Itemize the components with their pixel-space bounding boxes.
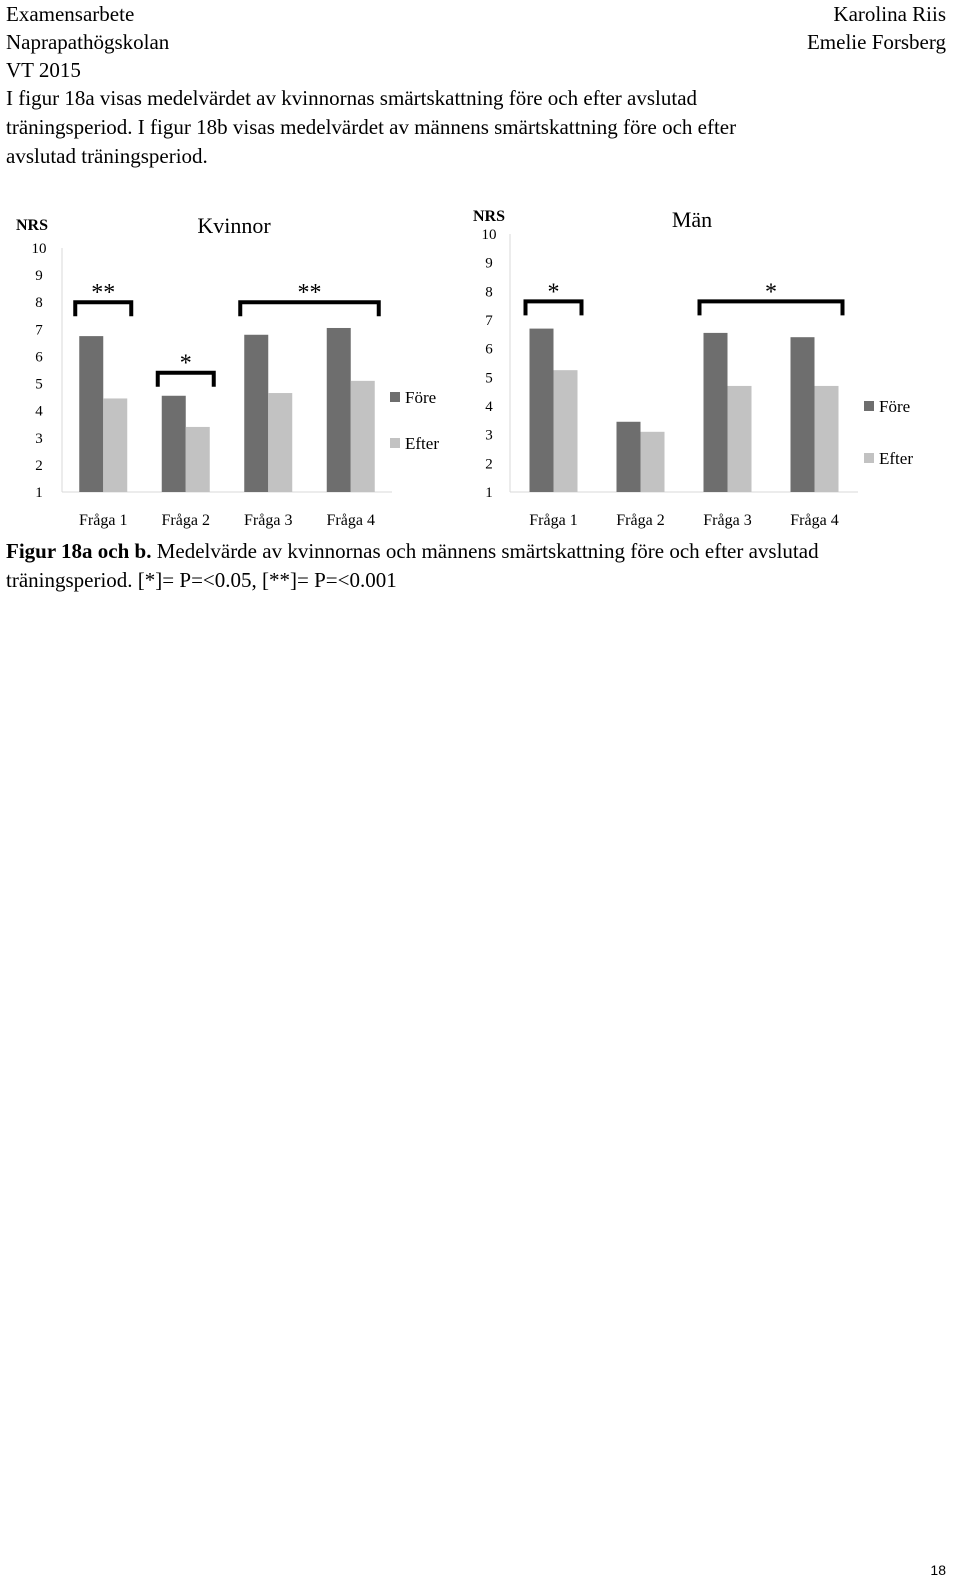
kvinnor-bar-fore <box>162 396 186 492</box>
kvinnor-legend-label: Före <box>405 388 437 407</box>
man-y-tick-label: 4 <box>485 399 493 415</box>
chart-man <box>462 200 952 535</box>
kvinnor-y-tick-label: 5 <box>35 376 43 393</box>
man-legend-swatch-fore <box>864 401 874 411</box>
kvinnor-y-tick-label: 8 <box>35 295 43 312</box>
kvinnor-y-tick-label: 3 <box>35 430 43 447</box>
kvinnor-significance-label: ** <box>297 280 322 307</box>
kvinnor-y-tick-label: 1 <box>35 485 43 501</box>
chart-man-svg <box>462 200 952 530</box>
man-y-tick-label: 10 <box>481 227 497 243</box>
header-school: Naprapathögskolan <box>6 30 170 54</box>
page-number: 18 <box>930 1562 946 1578</box>
man-y-tick-label: 1 <box>485 485 493 501</box>
man-bar-fore <box>530 329 554 492</box>
man-x-tick-label: Fråga 4 <box>790 512 839 529</box>
man-y-tick-label: 8 <box>485 284 493 301</box>
kvinnor-legend-swatch-fore <box>390 392 400 402</box>
kvinnor-y-tick-label: 10 <box>31 241 47 257</box>
kvinnor-legend-swatch-efter <box>390 438 400 448</box>
kvinnor-y-tick-label: 9 <box>35 268 43 285</box>
kvinnor-bar-efter <box>103 398 127 492</box>
chart-kvinnor-svg <box>0 200 460 530</box>
man-chart-title: Män <box>671 207 713 232</box>
kvinnor-bar-efter <box>268 393 292 492</box>
kvinnor-chart-title: Kvinnor <box>197 213 271 238</box>
man-legend-label: Före <box>879 397 911 416</box>
kvinnor-x-tick-label: Fråga 4 <box>326 512 375 529</box>
man-legend-swatch-efter <box>864 453 874 463</box>
chart-kvinnor <box>0 200 460 535</box>
man-significance-label: * <box>765 279 777 306</box>
man-y-tick-label: 6 <box>485 341 493 358</box>
man-legend-label: Efter <box>879 449 913 468</box>
man-bar-fore <box>617 422 641 492</box>
header-left <box>6 0 169 84</box>
man-y-tick-label: 2 <box>485 456 493 473</box>
kvinnor-legend-label: Efter <box>405 434 439 453</box>
header-doc-type: Examensarbete <box>6 2 135 26</box>
kvinnor-y-tick-label: 6 <box>35 349 43 366</box>
kvinnor-x-tick-label: Fråga 3 <box>244 512 293 529</box>
man-y-tick-label: 3 <box>485 427 493 444</box>
man-bar-efter <box>728 386 752 492</box>
man-y-tick-label: 7 <box>485 313 493 329</box>
kvinnor-y-tick-label: 2 <box>35 457 43 474</box>
kvinnor-bar-efter <box>186 427 210 492</box>
caption-text: Medelvärde av kvinnornas och männens smärtskattning före och efter avslutad träningsperiod. [*]= P=<0.05, [**]= P=<0.001 <box>6 539 819 592</box>
intro-line: avslutad träningsperiod. <box>6 144 208 168</box>
header-author-2: Emelie Forsberg <box>806 30 946 54</box>
man-x-tick-label: Fråga 3 <box>703 512 752 529</box>
kvinnor-y-tick-label: 4 <box>35 403 43 420</box>
intro-paragraph <box>6 84 946 171</box>
man-bar-efter <box>641 432 665 492</box>
kvinnor-significance-label: * <box>179 350 192 377</box>
kvinnor-bar-fore <box>244 335 268 492</box>
man-x-tick-label: Fråga 2 <box>616 512 665 529</box>
intro-line: I figur 18a visas medelvärdet av kvinnornas smärtskattning före och efter avslutad <box>6 86 698 110</box>
kvinnor-bar-fore <box>327 328 351 492</box>
man-significance-label: * <box>547 279 560 306</box>
caption-label: Figur 18a och b. <box>6 539 152 563</box>
figure-caption <box>6 537 946 595</box>
man-y-axis-label: NRS <box>472 208 506 225</box>
kvinnor-significance-label: ** <box>91 280 116 307</box>
kvinnor-bar-efter <box>351 381 375 492</box>
kvinnor-y-axis-label: NRS <box>15 217 49 234</box>
kvinnor-y-tick-label: 7 <box>35 322 43 339</box>
man-x-tick-label: Fråga 1 <box>529 512 578 529</box>
kvinnor-x-tick-label: Fråga 2 <box>161 512 210 529</box>
kvinnor-x-tick-label: Fråga 1 <box>79 512 128 529</box>
man-y-tick-label: 9 <box>485 255 493 272</box>
header-term: VT 2015 <box>6 58 81 82</box>
header-right <box>807 0 946 56</box>
man-y-tick-label: 5 <box>485 370 493 387</box>
man-bar-fore <box>704 333 728 492</box>
intro-line: träningsperiod. I figur 18b visas medelvärdet av männens smärtskattning före och efter <box>6 115 737 139</box>
header-author-1: Karolina Riis <box>833 2 946 26</box>
man-bar-efter <box>554 370 578 492</box>
man-bar-efter <box>815 386 839 492</box>
man-bar-fore <box>791 337 815 492</box>
kvinnor-bar-fore <box>79 336 103 492</box>
